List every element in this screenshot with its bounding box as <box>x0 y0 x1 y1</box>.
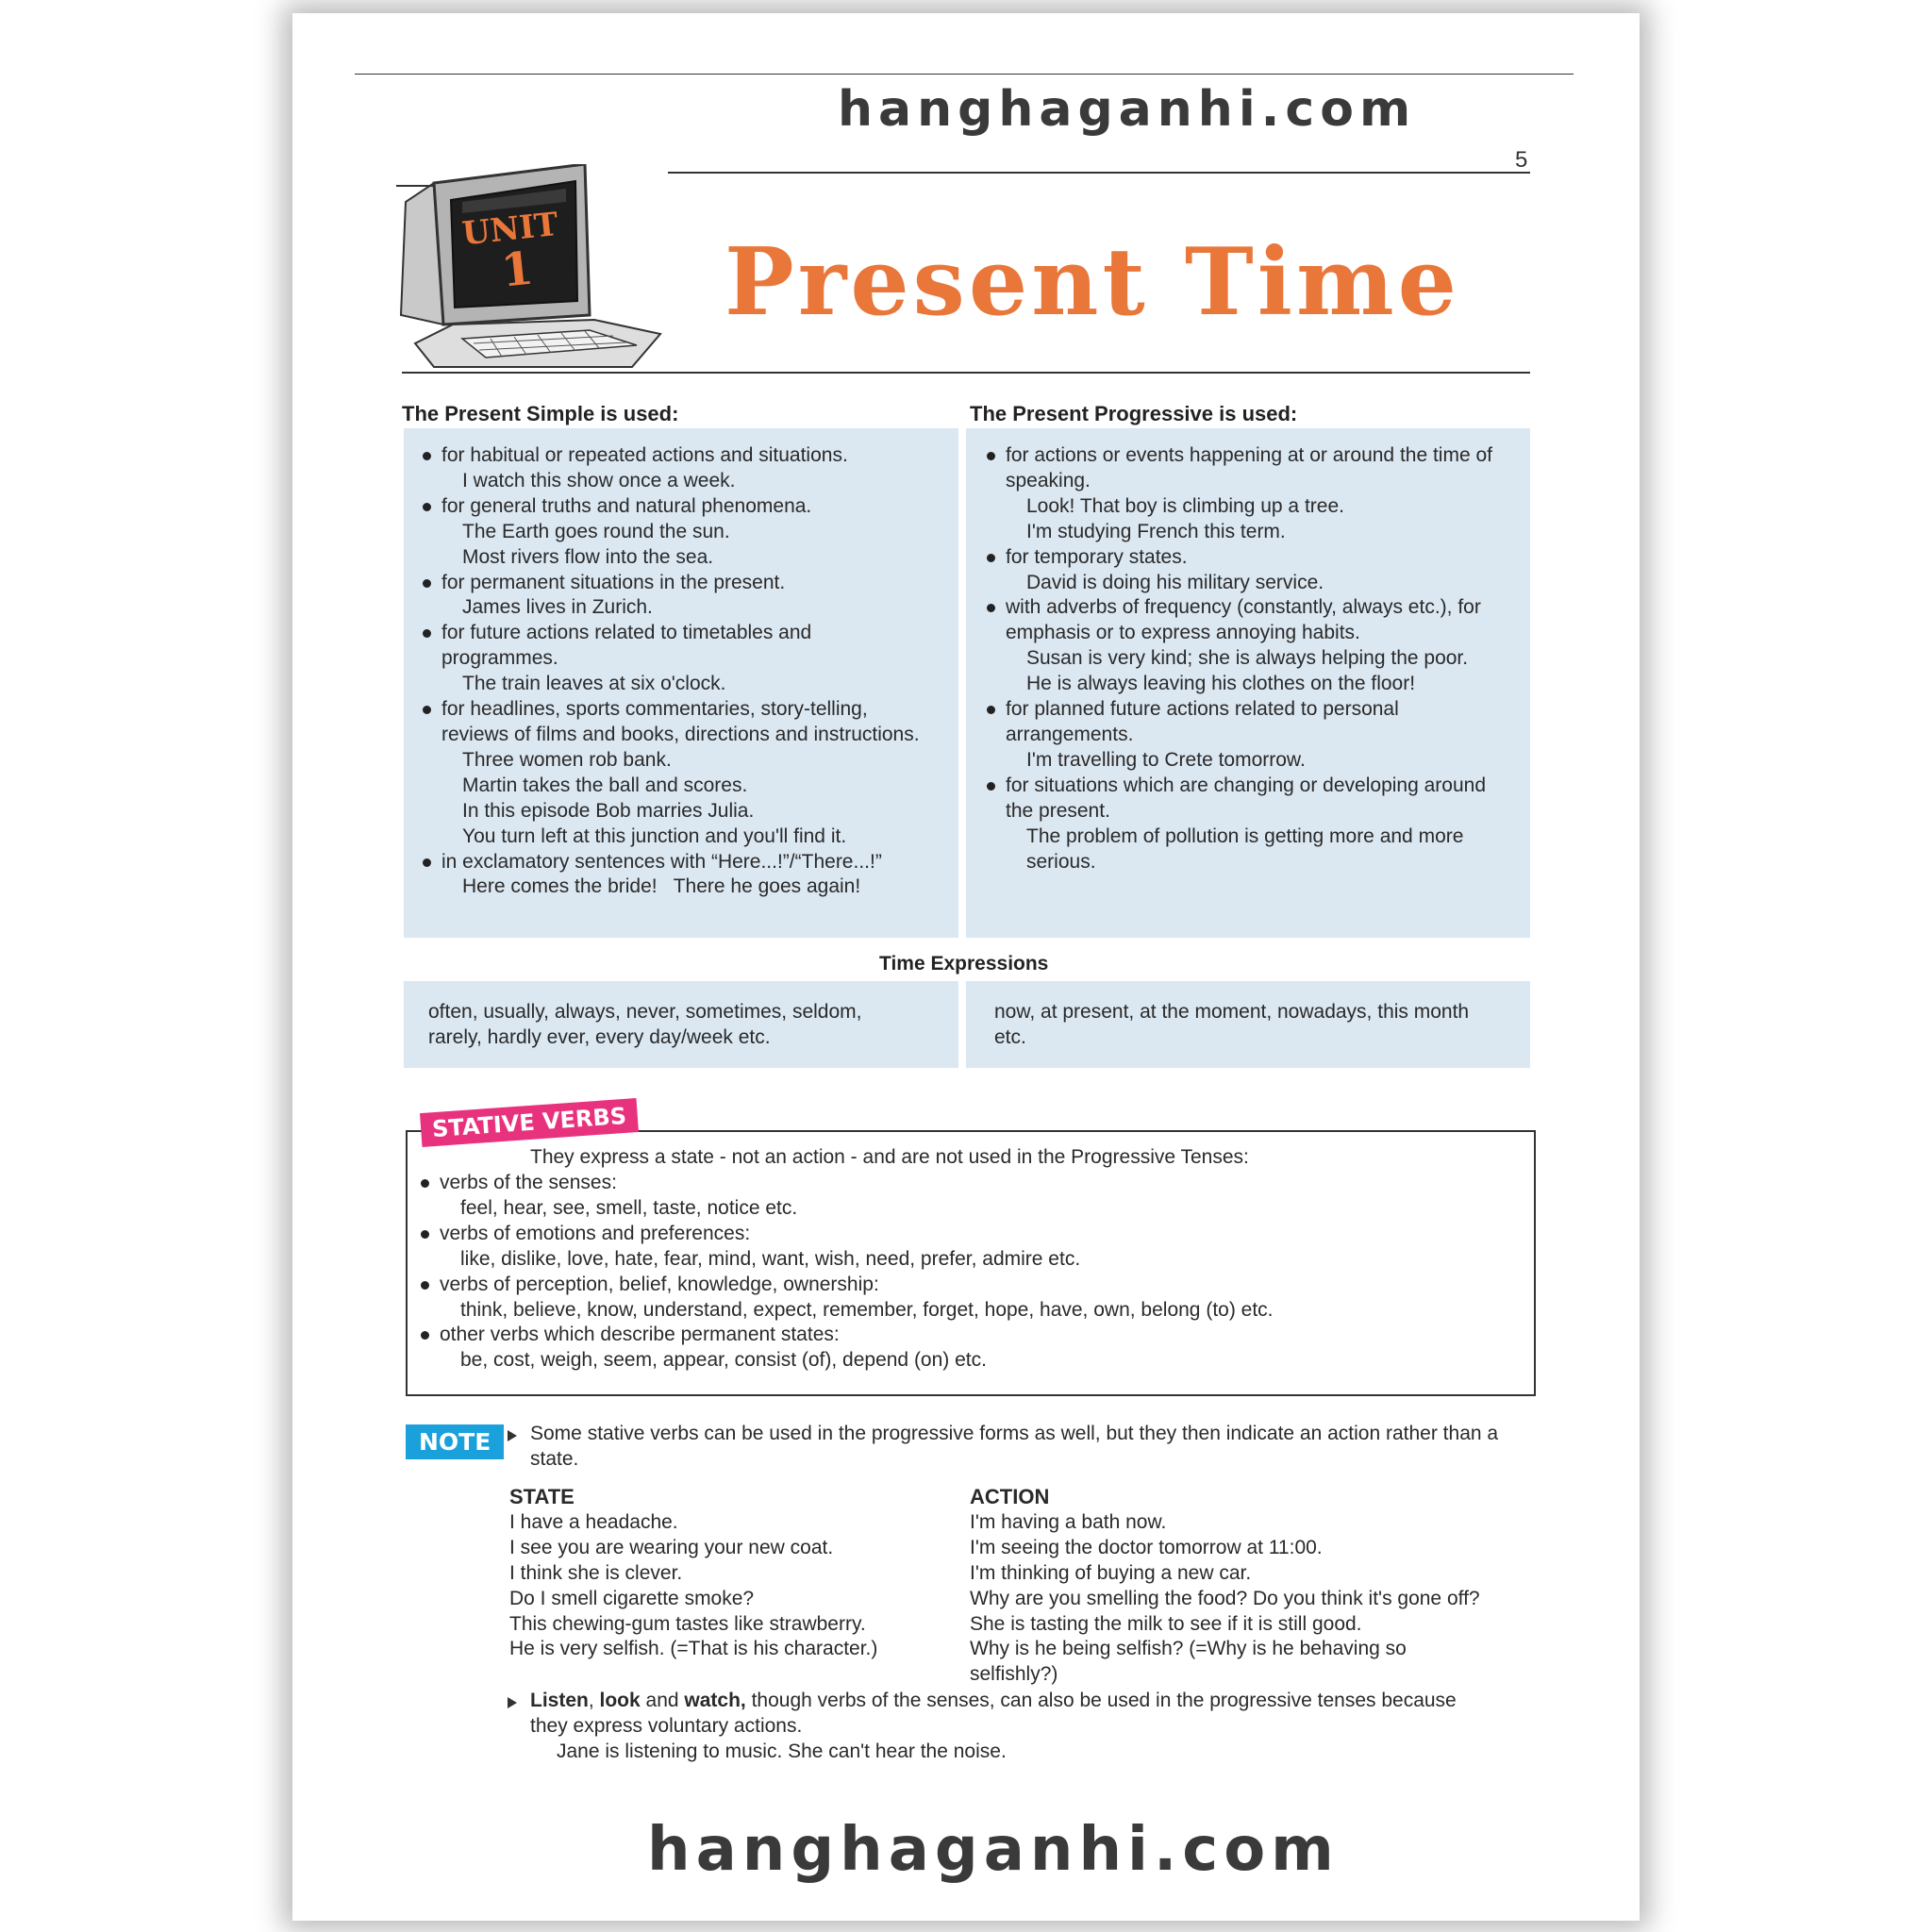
state-line: Do I smell cigarette smoke? <box>509 1587 755 1609</box>
action-line: Why is he being selfish? (=Why is he behaving so <box>970 1638 1407 1660</box>
note-point-2: Listen, look and watch, though verbs of the senses, can also be used in the progressive tenses because they express voluntary actions. Jane is listening to music. She can't hear the noise. <box>530 1689 1474 1765</box>
arrow-icon <box>508 1430 517 1441</box>
present-progressive-heading: The Present Progressive is used: <box>970 402 1298 425</box>
watermark-top: hanghaganhi.com <box>838 81 1417 138</box>
action-line: I'm thinking of buying a new car. <box>970 1561 1252 1584</box>
top-rule <box>355 74 1574 75</box>
note-point-1: Some stative verbs can be used in the progressive forms as well, but they then indicate an action rather than a state. <box>530 1423 1499 1470</box>
time-expressions-heading: Time Expressions <box>879 953 1049 974</box>
unit-label: UNIT <box>460 205 560 254</box>
state-line: He is very selfish. (=That is his character.) <box>509 1638 878 1660</box>
list-item: for situations which are changing or developing around the present. The problem of pollution is getting more and more serious. <box>987 774 1506 875</box>
list-item: for general truths and natural phenomena. The Earth goes round the sun. Most rivers flow into the sea. <box>423 494 951 571</box>
list-item: for actions or events happening at or around the time of speaking. Look! That boy is climbing up a tree. I'm studying French this term. <box>987 443 1496 545</box>
page-number: 5 <box>1515 147 1528 173</box>
page-title: Present Time <box>724 228 1461 337</box>
present-simple-list <box>423 443 951 900</box>
list-item: for habitual or repeated actions and situations. I watch this show once a week. <box>423 443 951 494</box>
stative-verbs-intro: They express a state - not an action - and are not used in the Progressive Tenses: <box>530 1146 1249 1168</box>
list-item: for headlines, sports commentaries, story-telling, reviews of films and books, directions and instructions. Three women rob bank. Martin takes the ball and scores. In this episode Bob marries Julia. You turn left at this junction and you'll find it. <box>423 697 932 849</box>
action-line: selfishly?) <box>970 1663 1058 1686</box>
title-underline <box>402 372 1530 374</box>
action-line: Why are you smelling the food? Do you think it's gone off? <box>970 1587 1480 1609</box>
state-line: I have a headache. <box>509 1510 678 1533</box>
action-line: I'm having a bath now. <box>970 1510 1167 1533</box>
list-item: verbs of emotions and preferences: like, dislike, love, hate, fear, mind, want, wish, need, prefer, admire etc. <box>421 1222 1515 1273</box>
header-rule <box>668 172 1530 174</box>
action-line: She is tasting the milk to see if it is still good. <box>970 1612 1362 1635</box>
note-badge: NOTE <box>406 1424 504 1459</box>
watermark-bottom: hanghaganhi.com <box>647 1815 1340 1885</box>
state-column <box>509 1485 962 1662</box>
list-item: verbs of perception, belief, knowledge, ownership: think, believe, know, understand, expect, remember, forget, hope, have, own, belong (to) etc. <box>421 1273 1515 1324</box>
state-line: This chewing-gum tastes like strawberry. <box>509 1612 866 1635</box>
state-heading: STATE <box>509 1485 575 1508</box>
stative-verbs-badge: STATIVE VERBS <box>420 1098 639 1147</box>
action-column <box>970 1485 1536 1688</box>
time-expressions-simple: often, usually, always, never, sometimes, seldom, rarely, hardly ever, every day/week etc. <box>428 1001 862 1048</box>
state-line: I see you are wearing your new coat. <box>509 1536 834 1558</box>
action-heading: ACTION <box>970 1485 1050 1508</box>
action-line: I'm seeing the doctor tomorrow at 11:00. <box>970 1536 1323 1558</box>
note-point-2-example: Jane is listening to music. She can't hear the noise. <box>557 1740 1007 1762</box>
list-item: with adverbs of frequency (constantly, always etc.), for emphasis or to express annoying habits. Susan is very kind; she is always helping the poor. He is always leaving his clothes on the floor! <box>987 595 1524 697</box>
list-item: in exclamatory sentences with “Here...!”/“There...!” Here comes the bride! There he goes again! <box>423 850 951 901</box>
list-item: verbs of the senses: feel, hear, see, smell, taste, notice etc. <box>421 1171 1515 1222</box>
document-page <box>292 13 1640 1921</box>
arrow-icon <box>508 1697 517 1708</box>
list-item: for permanent situations in the present. James lives in Zurich. <box>423 571 951 622</box>
unit-number: 1 <box>498 242 536 298</box>
list-item: for planned future actions related to personal arrangements. I'm travelling to Crete tomorrow. <box>987 697 1477 774</box>
list-item: for temporary states. David is doing his military service. <box>987 545 1523 596</box>
present-simple-heading: The Present Simple is used: <box>402 402 679 425</box>
state-line: I think she is clever. <box>509 1561 683 1584</box>
time-expressions-progressive: now, at present, at the moment, nowadays, this month etc. <box>994 1001 1470 1048</box>
list-item: other verbs which describe permanent states: be, cost, weigh, seem, appear, consist (of), depend (on) etc. <box>421 1323 1515 1374</box>
computer-icon <box>396 164 670 372</box>
stative-verbs-list <box>421 1171 1515 1374</box>
list-item: for future actions related to timetables and programmes. The train leaves at six o'clock. <box>423 621 894 697</box>
present-progressive-list <box>987 443 1523 874</box>
